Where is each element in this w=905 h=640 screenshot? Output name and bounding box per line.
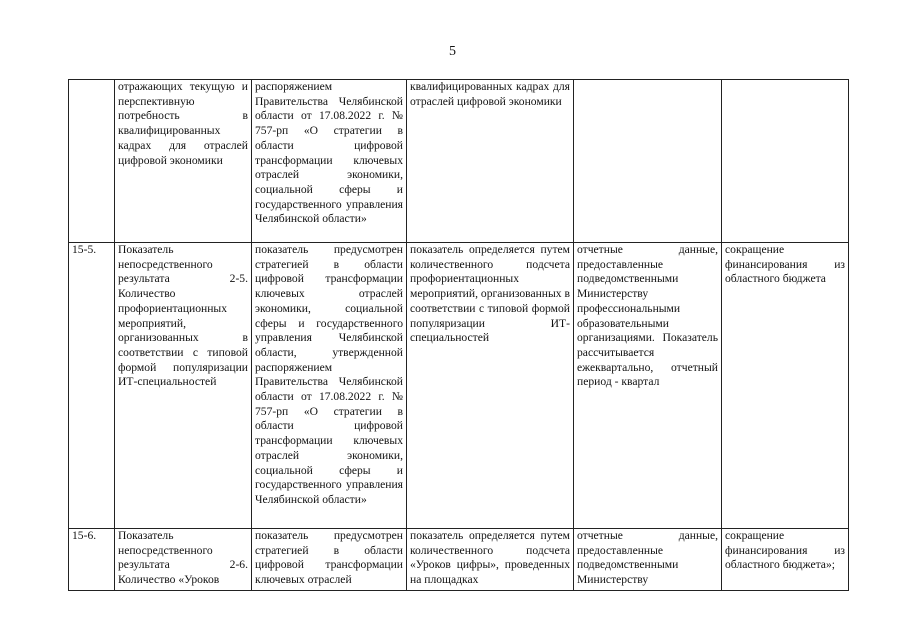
table-row [69, 529, 849, 591]
indicator-cell: отражающих текущую и перспективную потребность в квалифицированных кадрах для отраслей цифровой экономики [115, 80, 252, 243]
basis-cell: распоряжением Правительства Челябинской области от 17.08.2022 г. № 757-рп «О стратегии в области цифровой трансформации ключевых отраслей экономики, социальной сферы и государственного управления Челябинской области» [252, 80, 407, 243]
row-number: 15-6. [69, 529, 115, 591]
consequence-cell: сокращение финансирования из областного бюджета»; [722, 529, 849, 591]
indicator-cell: Показатель непосредственного результата 2-6. Количество «Уроков [115, 529, 252, 591]
table-row [69, 243, 849, 529]
row-number [69, 80, 115, 243]
method-cell: показатель определяется путем количественного подсчета «Уроков цифры», проведенных на площадках [407, 529, 574, 591]
basis-cell: показатель предусмотрен стратегией в области цифровой трансформации ключевых отраслей [252, 529, 407, 591]
consequence-cell [722, 80, 849, 243]
table-row [69, 80, 849, 243]
source-cell: отчетные данные, предоставленные подведомственными Министерству профессиональными образовательными организациями. Показатель рассчитывается ежеквартально, отчетный период - квартал [574, 243, 722, 529]
source-cell [574, 80, 722, 243]
source-cell: отчетные данные, предоставленные подведомственными Министерству [574, 529, 722, 591]
method-cell: показатель определяется путем количественного подсчета профориентационных мероприятий, организованных в соответствии с типовой формой популяризации ИТ-специальностей [407, 243, 574, 529]
page-number: 5 [449, 44, 456, 59]
basis-cell: показатель предусмотрен стратегией в области цифровой трансформации ключевых отраслей экономики, социальной сферы и государственного управления Челябинской области, утвержденной распоряжением Правительства Челябинской области от 17.08.2022 г. № 757-рп «О стратегии в области цифровой трансформации ключевых отраслей экономики, социальной сферы и государственного управления Челябинской области» [252, 243, 407, 529]
row-number: 15-5. [69, 243, 115, 529]
indicators-table [68, 79, 849, 591]
indicator-cell: Показатель непосредственного результата 2-5. Количество профориентационных мероприятий, организованных в соответствии с типовой формой популяризации ИТ-специальностей [115, 243, 252, 529]
method-cell: квалифицированных кадрах для отраслей цифровой экономики [407, 80, 574, 243]
consequence-cell: сокращение финансирования из областного бюджета [722, 243, 849, 529]
